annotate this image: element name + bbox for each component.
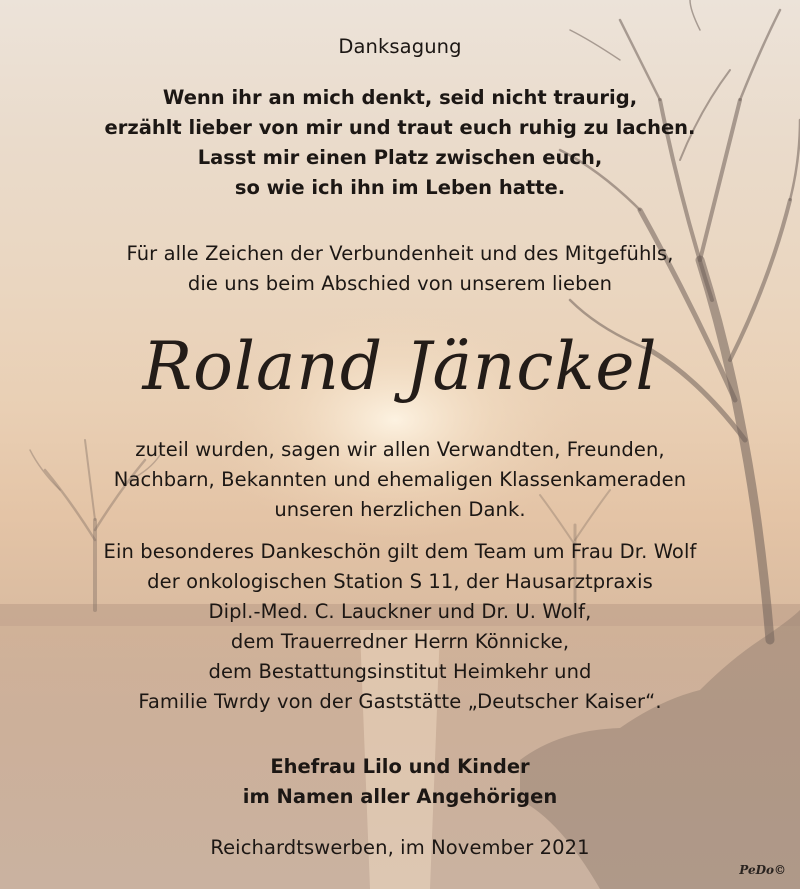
poem-line: Wenn ihr an mich denkt, seid nicht traurig, — [162, 86, 638, 109]
poem-line: erzählt lieber von mir und traut euch ruhig zu lachen. — [104, 116, 696, 139]
thanks-line: Nachbarn, Bekannten und ehemaligen Klassenkameraden — [113, 468, 687, 491]
special-thanks-line: Ein besonderes Dankeschön gilt dem Team um Frau Dr. Wolf — [103, 540, 697, 563]
signature-line: Ehefrau Lilo und Kinder — [270, 755, 530, 778]
heading: Danksagung — [338, 35, 462, 58]
special-thanks-line: dem Trauerredner Herrn Könnicke, — [230, 630, 570, 653]
signature-line: im Namen aller Angehörigen — [242, 785, 558, 808]
poem-line: so wie ich ihn im Leben hatte. — [234, 176, 566, 199]
intro-line: Für alle Zeichen der Verbundenheit und des Mitgefühls, — [126, 242, 674, 265]
intro-line: die uns beim Abschied von unserem lieben — [187, 272, 613, 295]
special-thanks-line: der onkologischen Station S 11, der Hausarztpraxis — [147, 570, 653, 593]
deceased-name: Roland Jänckel — [142, 328, 658, 405]
special-thanks-line: Dipl.-Med. C. Lauckner und Dr. U. Wolf, — [208, 600, 592, 623]
designer-credit: PeDo© — [739, 863, 786, 877]
special-thanks-line: dem Bestattungsinstitut Heimkehr und — [208, 660, 592, 683]
thanks-line: zuteil wurden, sagen wir allen Verwandten, Freunden, — [135, 438, 665, 461]
special-thanks-line: Familie Twrdy von der Gaststätte „Deutscher Kaiser“. — [138, 690, 662, 713]
thanks-line: unseren herzlichen Dank. — [274, 498, 526, 521]
poem-line: Lasst mir einen Platz zwischen euch, — [197, 146, 603, 169]
place-date: Reichardtswerben, im November 2021 — [210, 836, 590, 859]
